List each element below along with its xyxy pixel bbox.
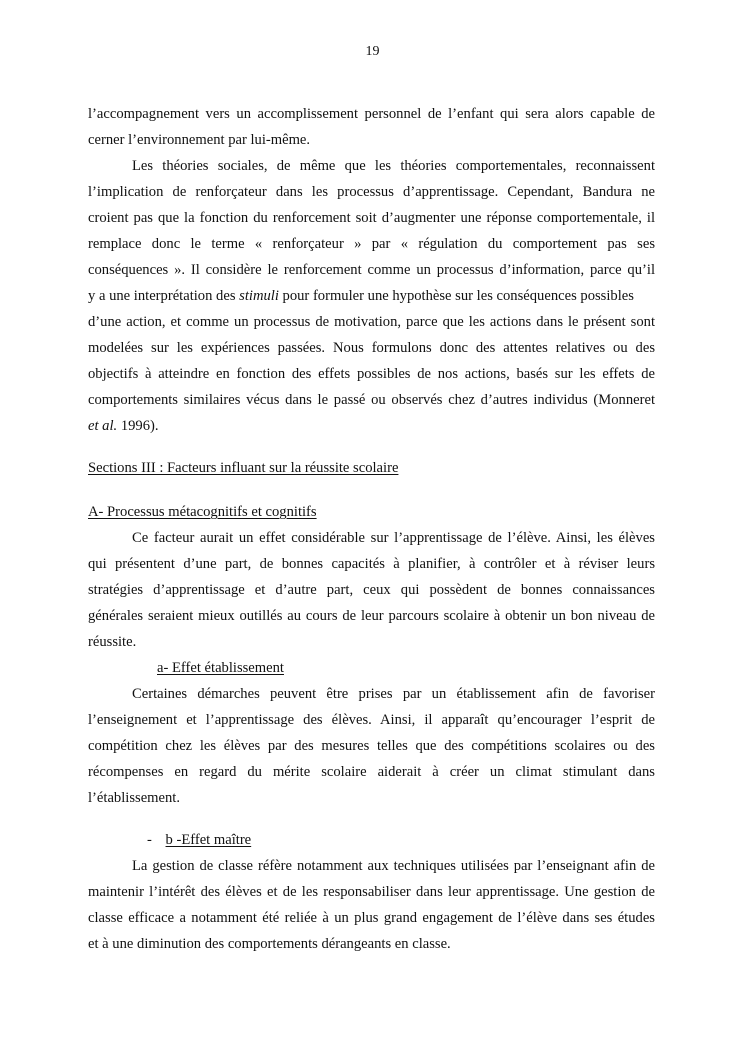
text-line: récompenses en regard du mérite scolaire aiderait à créer un climat stimulant dans <box>88 764 655 780</box>
subheading-text: a- Effet établissement <box>157 660 284 676</box>
subsection-heading <box>88 502 655 522</box>
text-line: Ce facteur aurait un effet considérable sur l’apprentissage de l’élève. Ainsi, les élèves <box>132 530 655 546</box>
text-line: maintenir l’intérêt des élèves et de les responsabiliser dans leur apprentissage. Une gestion de <box>88 884 655 900</box>
text-span: pour formuler une hypothèse sur les conséquences possibles <box>278 288 634 304</box>
subsection-heading-text: A- Processus métacognitifs et cognitifs <box>88 504 317 520</box>
text-line: l’enseignement et l’apprentissage des élèves. Ainsi, il apparaît qu’encourager l’esprit de <box>88 712 655 728</box>
text-line: d’une action, et comme un processus de motivation, parce que les actions dans le présent sont <box>88 314 655 330</box>
text-line: et à une diminution des comportements dérangeants en classe. <box>88 936 451 952</box>
text-line: croient pas que la fonction du renforcement soit d’augmenter une réponse comportementale, il <box>88 210 655 226</box>
text-line: compétition chez les élèves par des mesures telles que des compétitions scolaires ou des <box>88 738 655 754</box>
text-span: y a une interprétation des <box>88 288 240 304</box>
text-line: stratégies d’apprentissage et d’autre part, ceux qui possèdent de bonnes connaissances <box>88 582 655 598</box>
text-line: conséquences ». Il considère le renforcement comme un processus d’information, parce qu’il <box>88 262 655 278</box>
italic-term: stimuli <box>239 288 279 304</box>
text-line: La gestion de classe réfère notamment aux techniques utilisées par l’enseignant afin de <box>132 858 655 874</box>
section-heading-text: Sections III : Facteurs influant sur la réussite scolaire <box>88 460 399 476</box>
text-span: 1996). <box>117 418 159 434</box>
text-line: modelées sur les expériences passées. Nous formulons donc des attentes relatives ou des <box>88 340 655 356</box>
text-line: cerner l’environnement par lui-même. <box>88 132 311 148</box>
text-line: Les théories sociales, de même que les théories comportementales, reconnaissent <box>132 158 655 174</box>
text-line: réussite. <box>88 634 137 650</box>
text-line: l’établissement. <box>88 790 180 806</box>
italic-citation: et al. <box>88 418 118 434</box>
text-line: objectifs à atteindre en fonction des effets possibles de nos actions, basés sur les effets de <box>88 366 655 382</box>
text-line: classe efficace a notamment été reliée à un plus grand engagement de l’élève dans ses études <box>88 910 655 926</box>
text-line: qui présentent d’une part, de bonnes capacités à planifier, à contrôler et à réviser leurs <box>88 556 655 572</box>
text-line: comportements similaires vécus dans le passé ou observés chez d’autres individus (Monneret <box>88 392 655 408</box>
subheading-effet-maitre <box>147 830 447 850</box>
subheading-text: b -Effet maître <box>165 832 252 848</box>
text-line: l’implication de renforçateur dans les processus d’apprentissage. Cependant, Bandura ne <box>88 184 655 200</box>
list-dash: - <box>147 832 152 848</box>
text-line <box>88 286 655 306</box>
subheading-effet-etablissement <box>157 658 457 678</box>
text-line: remplace donc le terme « renforçateur » par « régulation du comportement pas ses <box>88 236 655 252</box>
section-heading <box>88 458 655 478</box>
text-line: Certaines démarches peuvent être prises par un établissement afin de favoriser <box>132 686 655 702</box>
page-number: 19 <box>365 44 380 59</box>
text-line <box>88 416 655 436</box>
text-line: l’accompagnement vers un accomplissement personnel de l’enfant qui sera alors capable de <box>88 106 655 122</box>
text-line: générales seraient mieux outillés au cours de leur parcours scolaire à obtenir un bon niveau de <box>88 608 655 624</box>
